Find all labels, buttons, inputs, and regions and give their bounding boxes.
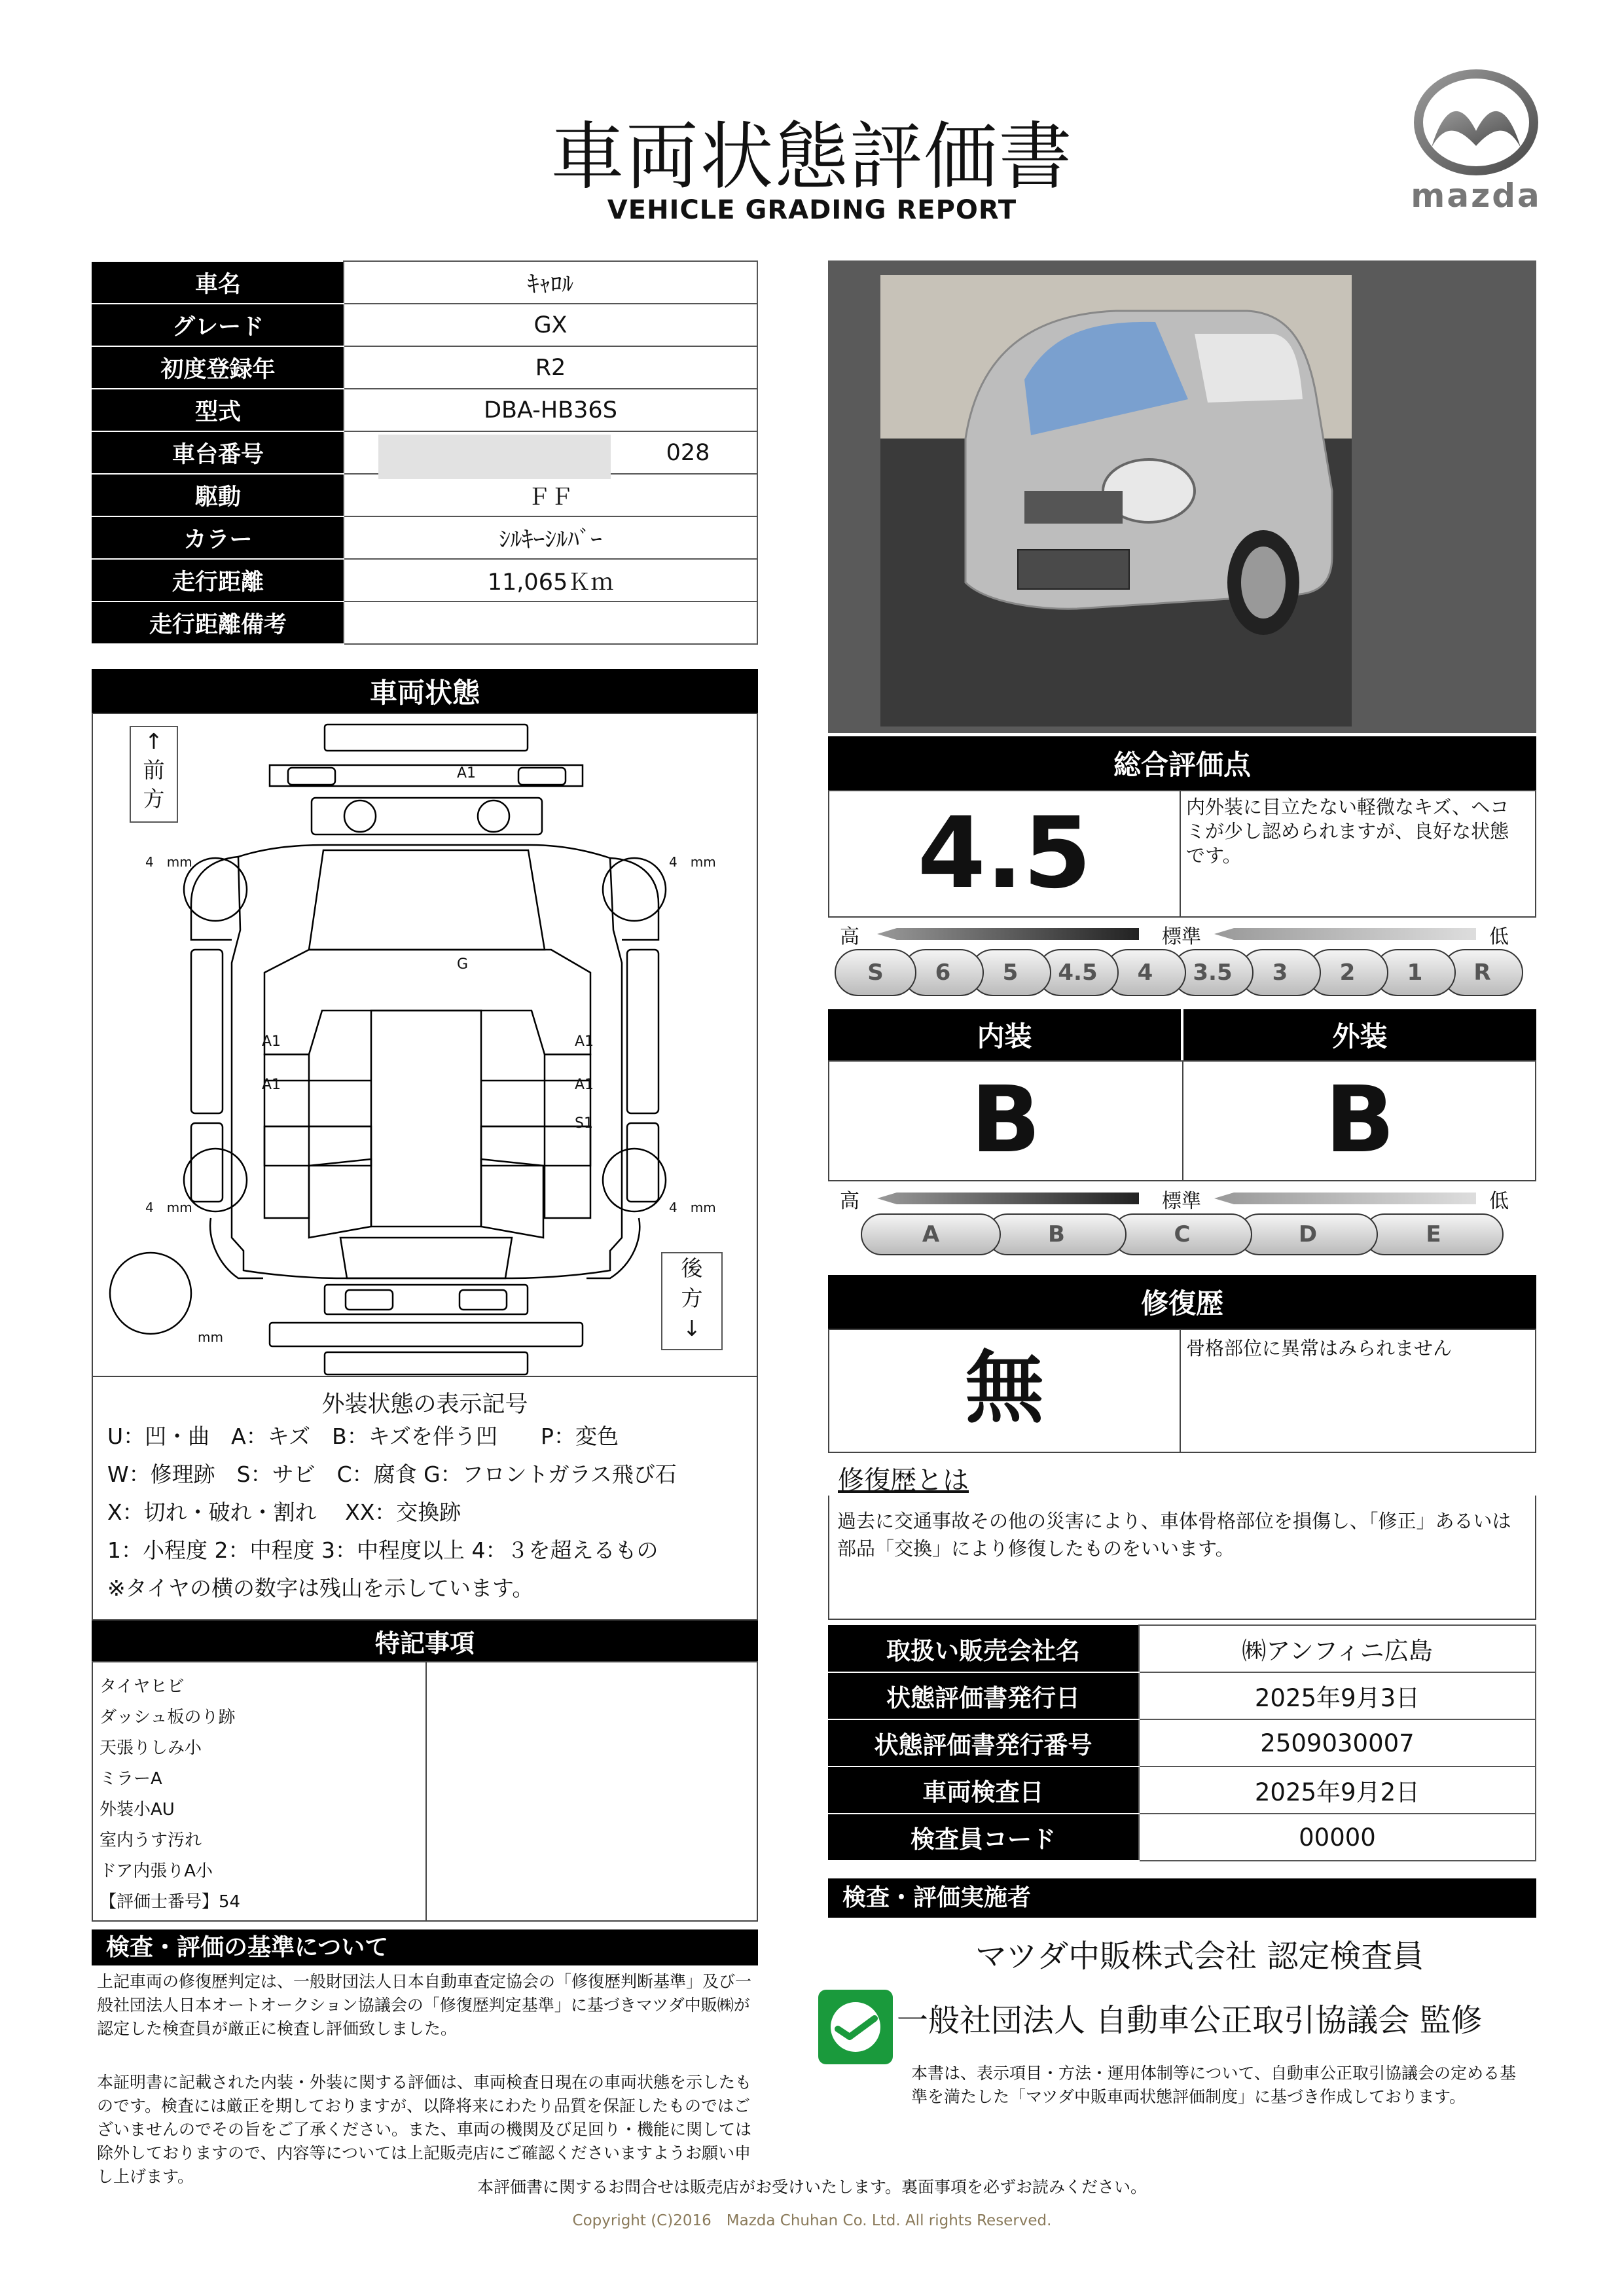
- vehicle-info-row: [92, 516, 757, 559]
- notes-box: [92, 1661, 758, 1922]
- vehicle-info-label: カラー: [92, 516, 344, 559]
- report-meta-label: 状態評価書発行番号: [828, 1719, 1139, 1767]
- legend-line: X：切れ・破れ・割れ XX：交換跡: [107, 1499, 461, 1525]
- scale-step: 4: [1104, 949, 1186, 996]
- scale-step: R: [1441, 949, 1523, 996]
- scale-low-label: 低: [1489, 925, 1509, 948]
- vehicle-info-row: [92, 346, 757, 389]
- vehicle-info-row: [92, 601, 757, 644]
- report-meta-row: [828, 1625, 1536, 1672]
- report-meta-label: 取扱い販売会社名: [828, 1625, 1139, 1672]
- notes-heading: 特記事項: [92, 1621, 758, 1661]
- criteria-para-2: 本証明書に記載された内装・外装に関する評価は、車両検査日現在の車両状態を示したものです。検査には厳正を期しておりますが、以降将来にわたり品質を保証したものではございませんのでその旨をご了承ください。また、車両の機関及び足回り・機能に関しては除外しておりますので、内容等については上記販売店にご確認くださいますようお願い申し上げます。: [97, 2073, 752, 2186]
- vehicle-info-value: DBA-HB36S: [344, 389, 757, 431]
- footer-notice: 本評価書に関するお問合せは販売店がお受けいたします。裏面事項を必ずお読みください。: [477, 2178, 1147, 2197]
- vehicle-info-label: 走行距離備考: [92, 601, 344, 644]
- vehicle-info-label: 車台番号: [92, 431, 344, 474]
- repair-value: 無: [965, 1343, 1044, 1434]
- vehicle-info-value: [344, 601, 757, 644]
- report-meta-row: [828, 1719, 1536, 1767]
- legend-title: 外装状態の表示記号: [321, 1391, 528, 1418]
- vehicle-info-value: GX: [344, 304, 757, 346]
- exterior-heading: 外装: [1183, 1009, 1536, 1060]
- scale-step: 2: [1307, 949, 1388, 996]
- mark-g: G: [457, 956, 469, 973]
- tire-depth-fr: 4 mm: [669, 854, 716, 870]
- repair-explain-box: [828, 1496, 1536, 1620]
- legend-line: U：凹・曲 A：キズ B：キズを伴う凹 P：変色: [107, 1424, 619, 1449]
- report-meta-label: 車両検査日: [828, 1767, 1139, 1814]
- repair-explain-text: 過去に交通事故その他の災害により、車体骨格部位を損傷し、「修正」あるいは部品「交換」により修復したものをいいます。: [837, 1510, 1511, 1560]
- fair-trade-logo: [817, 1988, 894, 2066]
- vehicle-info-label: 型式: [92, 389, 344, 431]
- vehicle-info-label: 初度登録年: [92, 346, 344, 389]
- note-item: ダッシュ板のり跡: [99, 1708, 236, 1727]
- brand-wordmark: mazda: [1411, 177, 1542, 215]
- report-meta-table: [828, 1624, 1536, 1861]
- report-meta-label: 状態評価書発行日: [828, 1672, 1139, 1719]
- scale-step: 4.5: [1037, 949, 1119, 996]
- exterior-grade: B: [1325, 1067, 1395, 1174]
- tire-depth-rl: 4 mm: [145, 1200, 192, 1215]
- legend-line: ※タイヤの横の数字は残山を示しています。: [107, 1575, 534, 1601]
- legend-lines: [107, 1418, 677, 1607]
- footer-copyright: Copyright (C)2016 Mazda Chuhan Co. Ltd. All rights Reserved.: [572, 2212, 1052, 2229]
- overall-heading: 総合評価点: [828, 736, 1536, 790]
- rear-direction-label: 後 方 ↓: [661, 1252, 723, 1350]
- mazda-logo: [1398, 69, 1555, 216]
- overall-description: 内外装に目立たない軽微なキズ、ヘコミが少し認められますが、良好な状態です。: [1186, 796, 1509, 867]
- mark-a1-right-2: A1: [575, 1077, 594, 1093]
- grade-scale-low-label: 低: [1489, 1190, 1509, 1213]
- vehicle-info-row: [92, 261, 757, 304]
- report-meta-value: 00000: [1139, 1814, 1536, 1861]
- notes-list: [93, 1672, 240, 1918]
- grade-scale-high-label: 高: [840, 1190, 859, 1213]
- repair-explain-title: 修復歴とは: [838, 1465, 969, 1496]
- overall-score: 4.5: [917, 797, 1092, 910]
- vehicle-info-value: 11,065Ｋｍ: [344, 559, 757, 601]
- scale-step: 3.5: [1172, 949, 1254, 996]
- scale-step: E: [1363, 1213, 1504, 1255]
- interior-heading: 内装: [828, 1009, 1181, 1060]
- front-direction-label: ↑ 前 方: [130, 726, 178, 823]
- repair-note: 骨格部位に異常はみられません: [1186, 1337, 1453, 1359]
- scale-step: 5: [969, 949, 1051, 996]
- tire-depth-spare: mm: [198, 1329, 223, 1345]
- vehicle-info-value: ＦＦ: [344, 474, 757, 516]
- note-item: 室内うす汚れ: [99, 1831, 202, 1850]
- condition-diagram-box: [92, 713, 758, 1377]
- vehicle-info-value: R2: [344, 346, 757, 389]
- grade-scale-mid-label: 標準: [1162, 1190, 1201, 1213]
- report-meta-value: 2025年9月3日: [1139, 1672, 1536, 1719]
- scale-step: A: [861, 1213, 1001, 1255]
- legend-line: W：修理跡 S：サビ C：腐食 G：フロントガラス飛び石: [107, 1462, 677, 1487]
- mark-a1-top: A1: [457, 765, 477, 781]
- repair-heading: 修復歴: [828, 1275, 1536, 1329]
- report-meta-value: 2509030007: [1139, 1719, 1536, 1767]
- inspector-note: 本書は、表示項目・方法・運用体制等について、自動車公正取引協議会の定める基準を満たした「マツダ中販車両状態評価制度」に基づき作成しております。: [911, 2064, 1517, 2106]
- note-item: 【評価士番号】54: [99, 1892, 241, 1912]
- scale-step: 6: [902, 949, 984, 996]
- legend-box: [92, 1377, 758, 1621]
- vehicle-info-row: [92, 304, 757, 346]
- mark-a1-right-1: A1: [575, 1033, 594, 1050]
- scale-high-label: 高: [840, 925, 859, 948]
- mark-a1-left-2: A1: [262, 1077, 281, 1093]
- inspector-supervisor: 一般社団法人 自動車公正取引協議会 監修: [897, 2002, 1483, 2039]
- repair-box: [828, 1329, 1536, 1453]
- criteria-para-1: 上記車両の修復歴判定は、一般財団法人日本自動車査定協会の「修復歴判断基準」及び一般社団法人日本オートオークション協議会の「修復歴判定基準」に基づきマツダ中販㈱が認定した検査員が厳正に検査し評価致しました。: [97, 1972, 752, 2038]
- vehicle-photo: [828, 260, 1536, 733]
- mark-s1: S1: [575, 1115, 593, 1132]
- note-item: 天張りしみ小: [99, 1738, 202, 1758]
- scale-step: 1: [1374, 949, 1456, 996]
- legend-line: 1：小程度 2：中程度 3：中程度以上 4：３を超えるもの: [107, 1537, 659, 1563]
- condition-heading: 車両状態: [92, 669, 758, 713]
- grades-box: [828, 1060, 1536, 1181]
- report-meta-value: 2025年9月2日: [1139, 1767, 1536, 1814]
- interior-grade: B: [971, 1067, 1041, 1174]
- chassis-number-mask: [378, 435, 611, 479]
- tire-depth-fl: 4 mm: [145, 854, 192, 870]
- vehicle-info-row: [92, 559, 757, 601]
- report-meta-value: ㈱アンフィニ広島: [1139, 1625, 1536, 1672]
- report-meta-row: [828, 1672, 1536, 1719]
- car-body-diagram: [93, 714, 757, 1376]
- page-subtitle: VEHICLE GRADING REPORT: [607, 195, 1017, 225]
- overall-scale: [828, 918, 1536, 1003]
- vehicle-info-label: 走行距離: [92, 559, 344, 601]
- criteria-heading: 検査・評価の基準について: [92, 1929, 758, 1965]
- vehicle-info-value: ｼﾙｷｰｼﾙﾊﾞｰ: [344, 516, 757, 559]
- note-item: 外装小AU: [99, 1800, 175, 1820]
- note-item: ドア内張りA小: [99, 1861, 213, 1881]
- vehicle-info-row: [92, 389, 757, 431]
- report-meta-row: [828, 1814, 1536, 1861]
- note-item: ミラーA: [99, 1769, 162, 1789]
- tire-depth-rr: 4 mm: [669, 1200, 716, 1215]
- vehicle-info-label: 車名: [92, 261, 344, 304]
- mark-a1-left-1: A1: [262, 1033, 281, 1050]
- scale-mid-label: 標準: [1162, 925, 1201, 948]
- vehicle-info-label: グレード: [92, 304, 344, 346]
- scale-step: C: [1112, 1213, 1252, 1255]
- inspector-company: マツダ中販株式会社 認定検査員: [975, 1938, 1424, 1975]
- vehicle-info-row: [92, 474, 757, 516]
- report-meta-row: [828, 1767, 1536, 1814]
- grade-scale: [828, 1183, 1536, 1262]
- note-item: タイヤヒビ: [99, 1677, 185, 1696]
- vehicle-info-label: 駆動: [92, 474, 344, 516]
- report-meta-label: 検査員コード: [828, 1814, 1139, 1861]
- scale-step: S: [835, 949, 916, 996]
- scale-step: B: [986, 1213, 1127, 1255]
- scale-step: D: [1238, 1213, 1378, 1255]
- vehicle-info-value: ｷｬﾛﾙ: [344, 261, 757, 304]
- scale-step: 3: [1239, 949, 1321, 996]
- inspector-heading: 検査・評価実施者: [828, 1878, 1536, 1918]
- page-title: 車両状態評価書: [550, 115, 1074, 200]
- overall-box: [828, 790, 1536, 918]
- vehicle-info-value: 028: [344, 431, 757, 474]
